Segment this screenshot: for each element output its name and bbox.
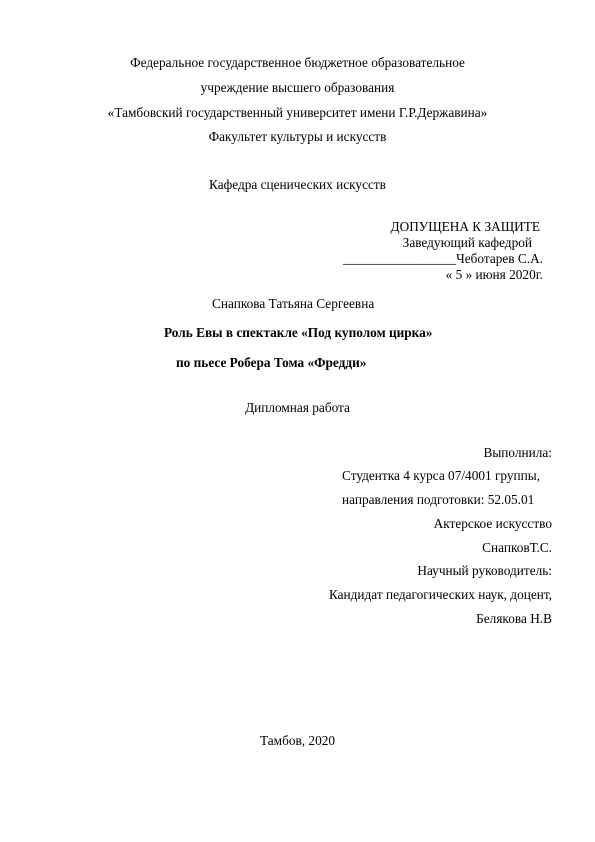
performer-name: СнапковТ.С. xyxy=(482,540,552,555)
performer-label: Выполнила: xyxy=(483,445,552,460)
approval-date: « 5 » июня 2020г. xyxy=(445,267,543,282)
head-of-department-title: Заведующий кафедрой xyxy=(402,235,532,250)
city-year: Тамбов, 2020 xyxy=(259,733,336,748)
supervisor-name: Белякова Н.В xyxy=(476,611,552,626)
thesis-title-line-2: по пьесе Робера Тома «Фредди» xyxy=(176,355,367,370)
performer-direction: направления подготовки: 52.05.01 xyxy=(342,492,535,507)
admitted-to-defense: ДОПУЩЕНА К ЗАЩИТЕ xyxy=(390,219,540,234)
supervisor-degree: Кандидат педагогических наук, доцент, xyxy=(328,587,552,602)
performer-specialty: Актерское искусство xyxy=(433,516,552,531)
institution-line-3: «Тамбовский государственный университет имени Г.Р.Державина» xyxy=(107,105,488,120)
department-name: Кафедра сценических искусств xyxy=(209,177,386,192)
supervisor-label: Научный руководитель: xyxy=(417,563,552,578)
institution-line-2: учреждение высшего образования xyxy=(200,80,395,95)
work-type: Дипломная работа xyxy=(245,400,350,415)
thesis-title-line-1: Роль Евы в спектакле «Под куполом цирка» xyxy=(164,325,433,340)
author-name: Снапкова Татьяна Сергеевна xyxy=(212,296,375,311)
performer-course-group: Студентка 4 курса 07/4001 группы, xyxy=(342,468,541,483)
signature-line: _________________Чеботарев С.А. xyxy=(343,251,543,266)
institution-line-1: Федеральное государственное бюджетное образовательное xyxy=(130,55,465,70)
faculty-name: Факультет культуры и искусств xyxy=(208,129,387,144)
